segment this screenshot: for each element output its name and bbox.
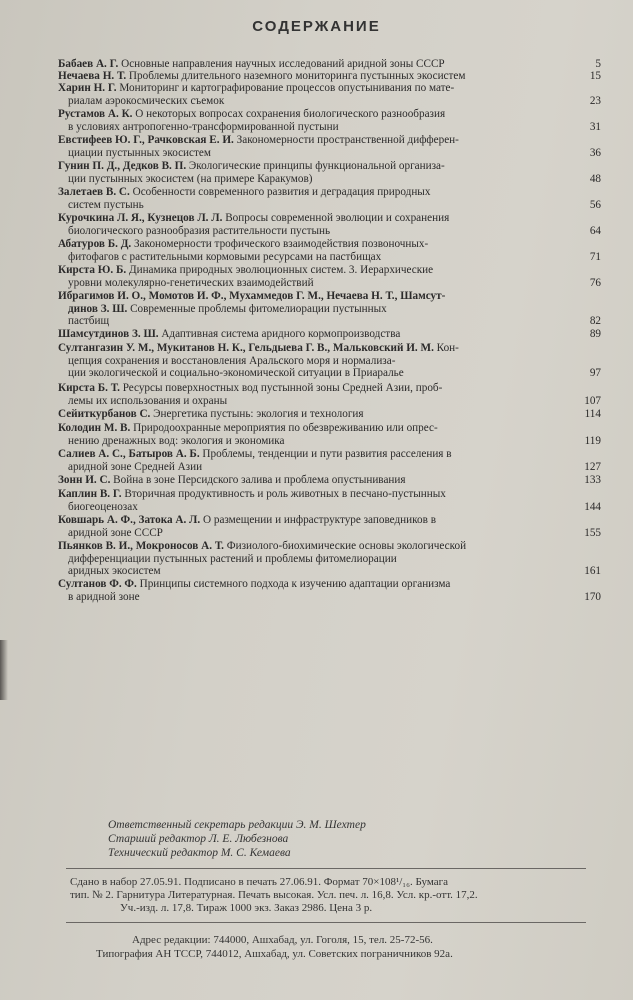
toc-entry-line: динов З. Ш. Современные проблемы фитомелиорации пустынных <box>68 302 387 315</box>
toc-entry-line: систем пустынь <box>68 198 144 211</box>
credit-line: Старший редактор Л. Е. Любезнова <box>108 833 289 845</box>
toc-page-number: 119 <box>584 434 601 447</box>
toc-page-number: 97 <box>589 367 601 380</box>
toc-entry <box>0 186 633 211</box>
toc-entry-line: пастбищ <box>68 315 110 328</box>
toc-entry <box>0 540 633 578</box>
toc-page-number: 127 <box>584 460 601 473</box>
toc-entry-line: Ибрагимов И. О., Момотов И. Ф., Мухаммедов Г. М., Нечаева Н. Т., Шамсут- <box>58 290 446 302</box>
toc-entry <box>0 578 633 603</box>
toc-entry-line: Кирста Б. Т. Ресурсы поверхностных вод пустынной зоны Средней Азии, проб- <box>58 382 443 394</box>
toc-entry-line: Сейиткурбанов С. Энергетика пустынь: экология и технология <box>58 408 364 420</box>
toc-entry-line: Султангазин У. М., Мукитанов Н. К., Гельдыева Г. В., Мальковский И. М. Кон- <box>58 342 459 354</box>
toc-entry <box>0 264 633 289</box>
page-title: СОДЕРЖАНИЕ <box>252 18 381 35</box>
toc-entry-line: аридной зоне СССР <box>68 526 163 539</box>
toc-page-number: 114 <box>584 408 601 420</box>
toc-entry-line: ции экологической и социально-экономической ситуации в Приаралье <box>68 367 404 380</box>
imprint-line: Уч.-изд. л. 17,8. Тираж 1000 экз. Заказ 2986. Цена 3 р. <box>120 902 373 914</box>
toc-entry <box>0 290 633 328</box>
toc-entry-line: Залетаев В. С. Особенности современного развития и деградация природных <box>58 186 431 198</box>
address-block <box>96 933 453 961</box>
toc-entry <box>0 70 633 83</box>
toc-entry-line: Султанов Ф. Ф. Принципы системного подхода к изучению адаптации организма <box>58 578 451 590</box>
toc-page-number: 76 <box>589 276 601 289</box>
address-line: Адрес редакции: 744000, Ашхабад, ул. Гоголя, 15, тел. 25-72-56. <box>132 934 433 946</box>
toc-page-number: 155 <box>584 526 601 539</box>
toc-entry-line: Каплин В. Г. Вторичная продуктивность и роль животных в песчано-пустынных <box>58 488 446 500</box>
toc-entry-line: Колодин М. В. Природоохранные мероприятия по обезвреживанию или опрес- <box>58 422 438 434</box>
toc-page-number: 56 <box>589 198 601 211</box>
toc-entry-line: уровни молекулярно-генетических взаимодействий <box>68 276 314 289</box>
toc-page-number: 170 <box>584 590 601 603</box>
toc-entry-line: Рустамов А. К. О некоторых вопросах сохранения биологического разнообразия <box>58 108 446 120</box>
toc-page-number: 5 <box>595 58 601 70</box>
toc-entry-line: дифференциации пустынных растений и проблемы фитомелиорации <box>68 552 397 565</box>
divider-bottom <box>66 922 586 923</box>
toc-entry-line: Абатуров Б. Д. Закономерности трофического взаимодействия позвоночных- <box>58 238 429 250</box>
toc-entry-line: Зонн И. С. Война в зоне Персидского залива и проблема опустынивания <box>58 474 406 486</box>
toc-entry-line: аридной зоне Средней Азии <box>68 460 203 473</box>
toc-entry <box>0 160 633 185</box>
toc-entry-line: Харин Н. Г. Мониторинг и картографирование процессов опустынивания по мате- <box>58 82 455 94</box>
toc-entry-line: в аридной зоне <box>68 590 140 603</box>
toc-entry-line: биологического разнообразия растительности пустынь <box>68 224 331 237</box>
toc-page-number: 15 <box>589 70 601 82</box>
toc-page-number: 82 <box>589 315 601 328</box>
address-line: Типография АН ТССР, 744012, Ашхабад, ул. Советских пограничников 92а. <box>96 948 453 960</box>
toc-entry-line: Бабаев А. Г. Основные направления научных исследований аридной зоны СССР <box>58 58 445 70</box>
toc-page-number: 48 <box>589 172 601 185</box>
toc-entry-line: Нечаева Н. Т. Проблемы длительного наземного мониторинга пустынных экосистем <box>58 70 466 82</box>
toc-entry-line: в условиях антропогенно-трансформированной пустыни <box>68 120 339 133</box>
toc-entry-line: лемы их использования и охраны <box>68 394 228 407</box>
toc-entry <box>0 134 633 159</box>
toc-page-number: 31 <box>589 120 601 133</box>
toc-entry-line: Евстифеев Ю. Г., Рачковская Е. И. Закономерности пространственной дифферен- <box>58 134 459 146</box>
divider-top <box>66 868 586 869</box>
toc-entry-line: Ковшарь А. Ф., Затока А. Л. О размещении и инфраструктуре заповедников в <box>58 514 436 526</box>
toc-entry <box>0 82 633 107</box>
toc-entry-line: Кирста Ю. Б. Динамика природных эволюционных систем. 3. Иерархические <box>58 264 434 276</box>
toc-entry <box>0 212 633 237</box>
toc-entry-line: биогеоценозах <box>68 500 138 513</box>
toc-page-number: 161 <box>584 565 601 578</box>
toc-entry <box>0 422 633 447</box>
toc-page-number: 23 <box>589 94 601 107</box>
toc-page-number: 89 <box>589 328 601 340</box>
toc-page-number: 71 <box>589 250 601 263</box>
toc-entry-line: Салиев А. С., Батыров А. Б. Проблемы, тенденции и пути развития расселения в <box>58 448 452 460</box>
toc-entry-line: риалам аэрокосмических съемок <box>68 94 225 107</box>
toc-entry <box>0 328 633 341</box>
toc-entry <box>0 488 633 513</box>
toc-entry <box>0 342 633 380</box>
toc-entry <box>0 514 633 539</box>
toc-page-number: 133 <box>584 474 601 486</box>
toc-entry <box>0 408 633 421</box>
toc-entry-line: фитофагов с растительными кормовыми ресурсами на пастбищах <box>68 250 382 263</box>
toc-page-number: 107 <box>584 394 601 407</box>
toc-entry <box>0 382 633 407</box>
toc-page-number: 64 <box>589 224 601 237</box>
toc-entry-line: циации пустынных экосистем <box>68 146 211 159</box>
toc-page-number: 36 <box>589 146 601 159</box>
toc-entry-line: Пьянков В. И., Мокроносов А. Т. Физиолого-биохимические основы экологической <box>58 540 467 552</box>
imprint-block <box>70 876 590 915</box>
toc-entry-line: Шамсутдинов З. Ш. Адаптивная система аридного кормопроизводства <box>58 328 401 340</box>
imprint-line: Сдано в набор 27.05.91. Подписано в печать 27.06.91. Формат 70×108¹/₁₆. Бумага <box>70 876 449 888</box>
toc-entry <box>0 58 633 71</box>
toc-page-number: 144 <box>584 500 601 513</box>
toc-entry <box>0 238 633 263</box>
credit-line: Ответственный секретарь редакции Э. М. Шехтер <box>108 819 366 831</box>
credit-line: Технический редактор М. С. Кемаева <box>108 847 291 859</box>
toc-entry-line: нению дренажных вод: экология и экономика <box>68 434 285 447</box>
toc-entry <box>0 108 633 133</box>
toc-entry-line: цепция сохранения и восстановления Аральского моря и нормализа- <box>68 354 396 367</box>
toc-entry-line: Курочкина Л. Я., Кузнецов Л. Л. Вопросы современной эволюции и сохранения <box>58 212 450 224</box>
editorial-credits <box>108 818 366 860</box>
toc-entry-line: ции пустынных экосистем (на примере Каракумов) <box>68 172 313 185</box>
toc-entry-line: Гунин П. Д., Дедков В. П. Экологические принципы функциональной организа- <box>58 160 445 172</box>
toc-entry <box>0 448 633 473</box>
page-edge-shadow <box>0 640 8 700</box>
toc-entry-line: аридных экосистем <box>68 565 161 578</box>
imprint-line: тип. № 2. Гарнитура Литературная. Печать высокая. Усл. печ. л. 16,8. Усл. кр.-отт. 17,2. <box>70 889 478 901</box>
toc-entry <box>0 474 633 487</box>
